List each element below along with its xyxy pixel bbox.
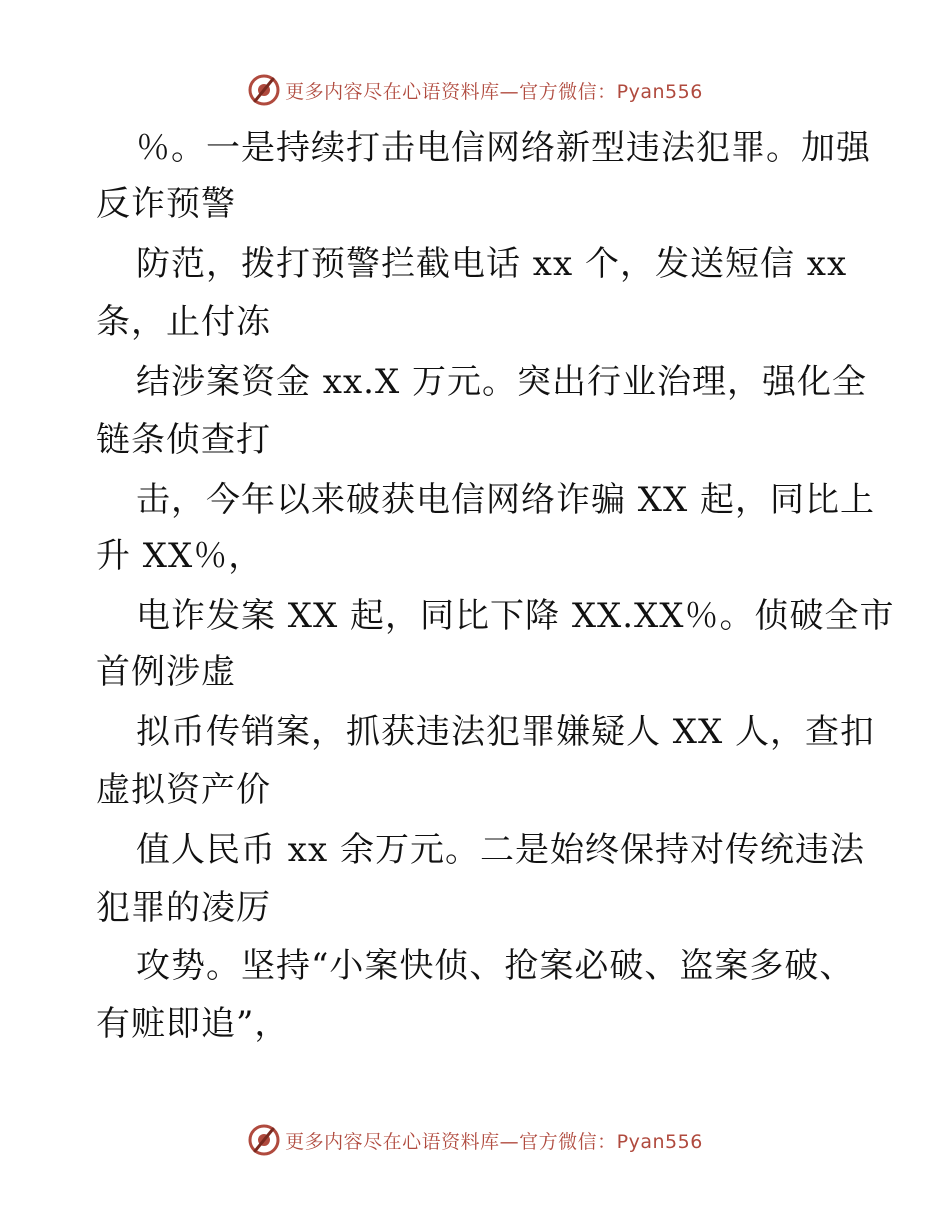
paragraph-line: 条，止付冻 bbox=[96, 302, 271, 342]
paragraph-line: 犯罪的凌厉 bbox=[96, 888, 271, 928]
paragraph-line: 升 XX％， bbox=[96, 536, 264, 576]
paragraph-line: 虚拟资产价 bbox=[96, 770, 271, 810]
paragraph-line: 值人民币 xx 余万元。二是始终保持对传统违法 bbox=[136, 830, 865, 870]
footer-banner bbox=[0, 1120, 950, 1160]
paragraph-line: 有赃即追”， bbox=[96, 1004, 290, 1044]
paragraph-line: 击，今年以来破获电信网络诈骗 XX 起，同比上 bbox=[136, 480, 876, 520]
paragraph-line: 攻势。坚持“小案快侦、抢案必破、盗案多破、 bbox=[136, 946, 855, 986]
paragraph-line: 链条侦查打 bbox=[96, 420, 271, 460]
seal-logo-icon bbox=[247, 1123, 281, 1157]
paragraph-line: 反诈预警 bbox=[96, 184, 236, 224]
header-banner-text: 更多内容尽在心语资料库—官方微信：Pyan556 bbox=[285, 80, 703, 103]
footer-banner-text: 更多内容尽在心语资料库—官方微信：Pyan556 bbox=[285, 1130, 703, 1153]
header-banner bbox=[0, 70, 950, 110]
paragraph-line: 首例涉虚 bbox=[96, 652, 236, 692]
paragraph-line: ％。一是持续打击电信网络新型违法犯罪。加强 bbox=[136, 128, 871, 168]
paragraph-line: 结涉案资金 xx.X 万元。突出行业治理，强化全 bbox=[136, 362, 867, 402]
paragraph-line: 拟币传销案，抓获违法犯罪嫌疑人 XX 人，查扣 bbox=[136, 712, 876, 752]
seal-logo-icon bbox=[247, 73, 281, 107]
paragraph-line: 电诈发案 XX 起，同比下降 XX.XX％。侦破全市 bbox=[136, 596, 895, 636]
paragraph-line: 防范，拨打预警拦截电话 xx 个，发送短信 xx bbox=[136, 244, 848, 284]
